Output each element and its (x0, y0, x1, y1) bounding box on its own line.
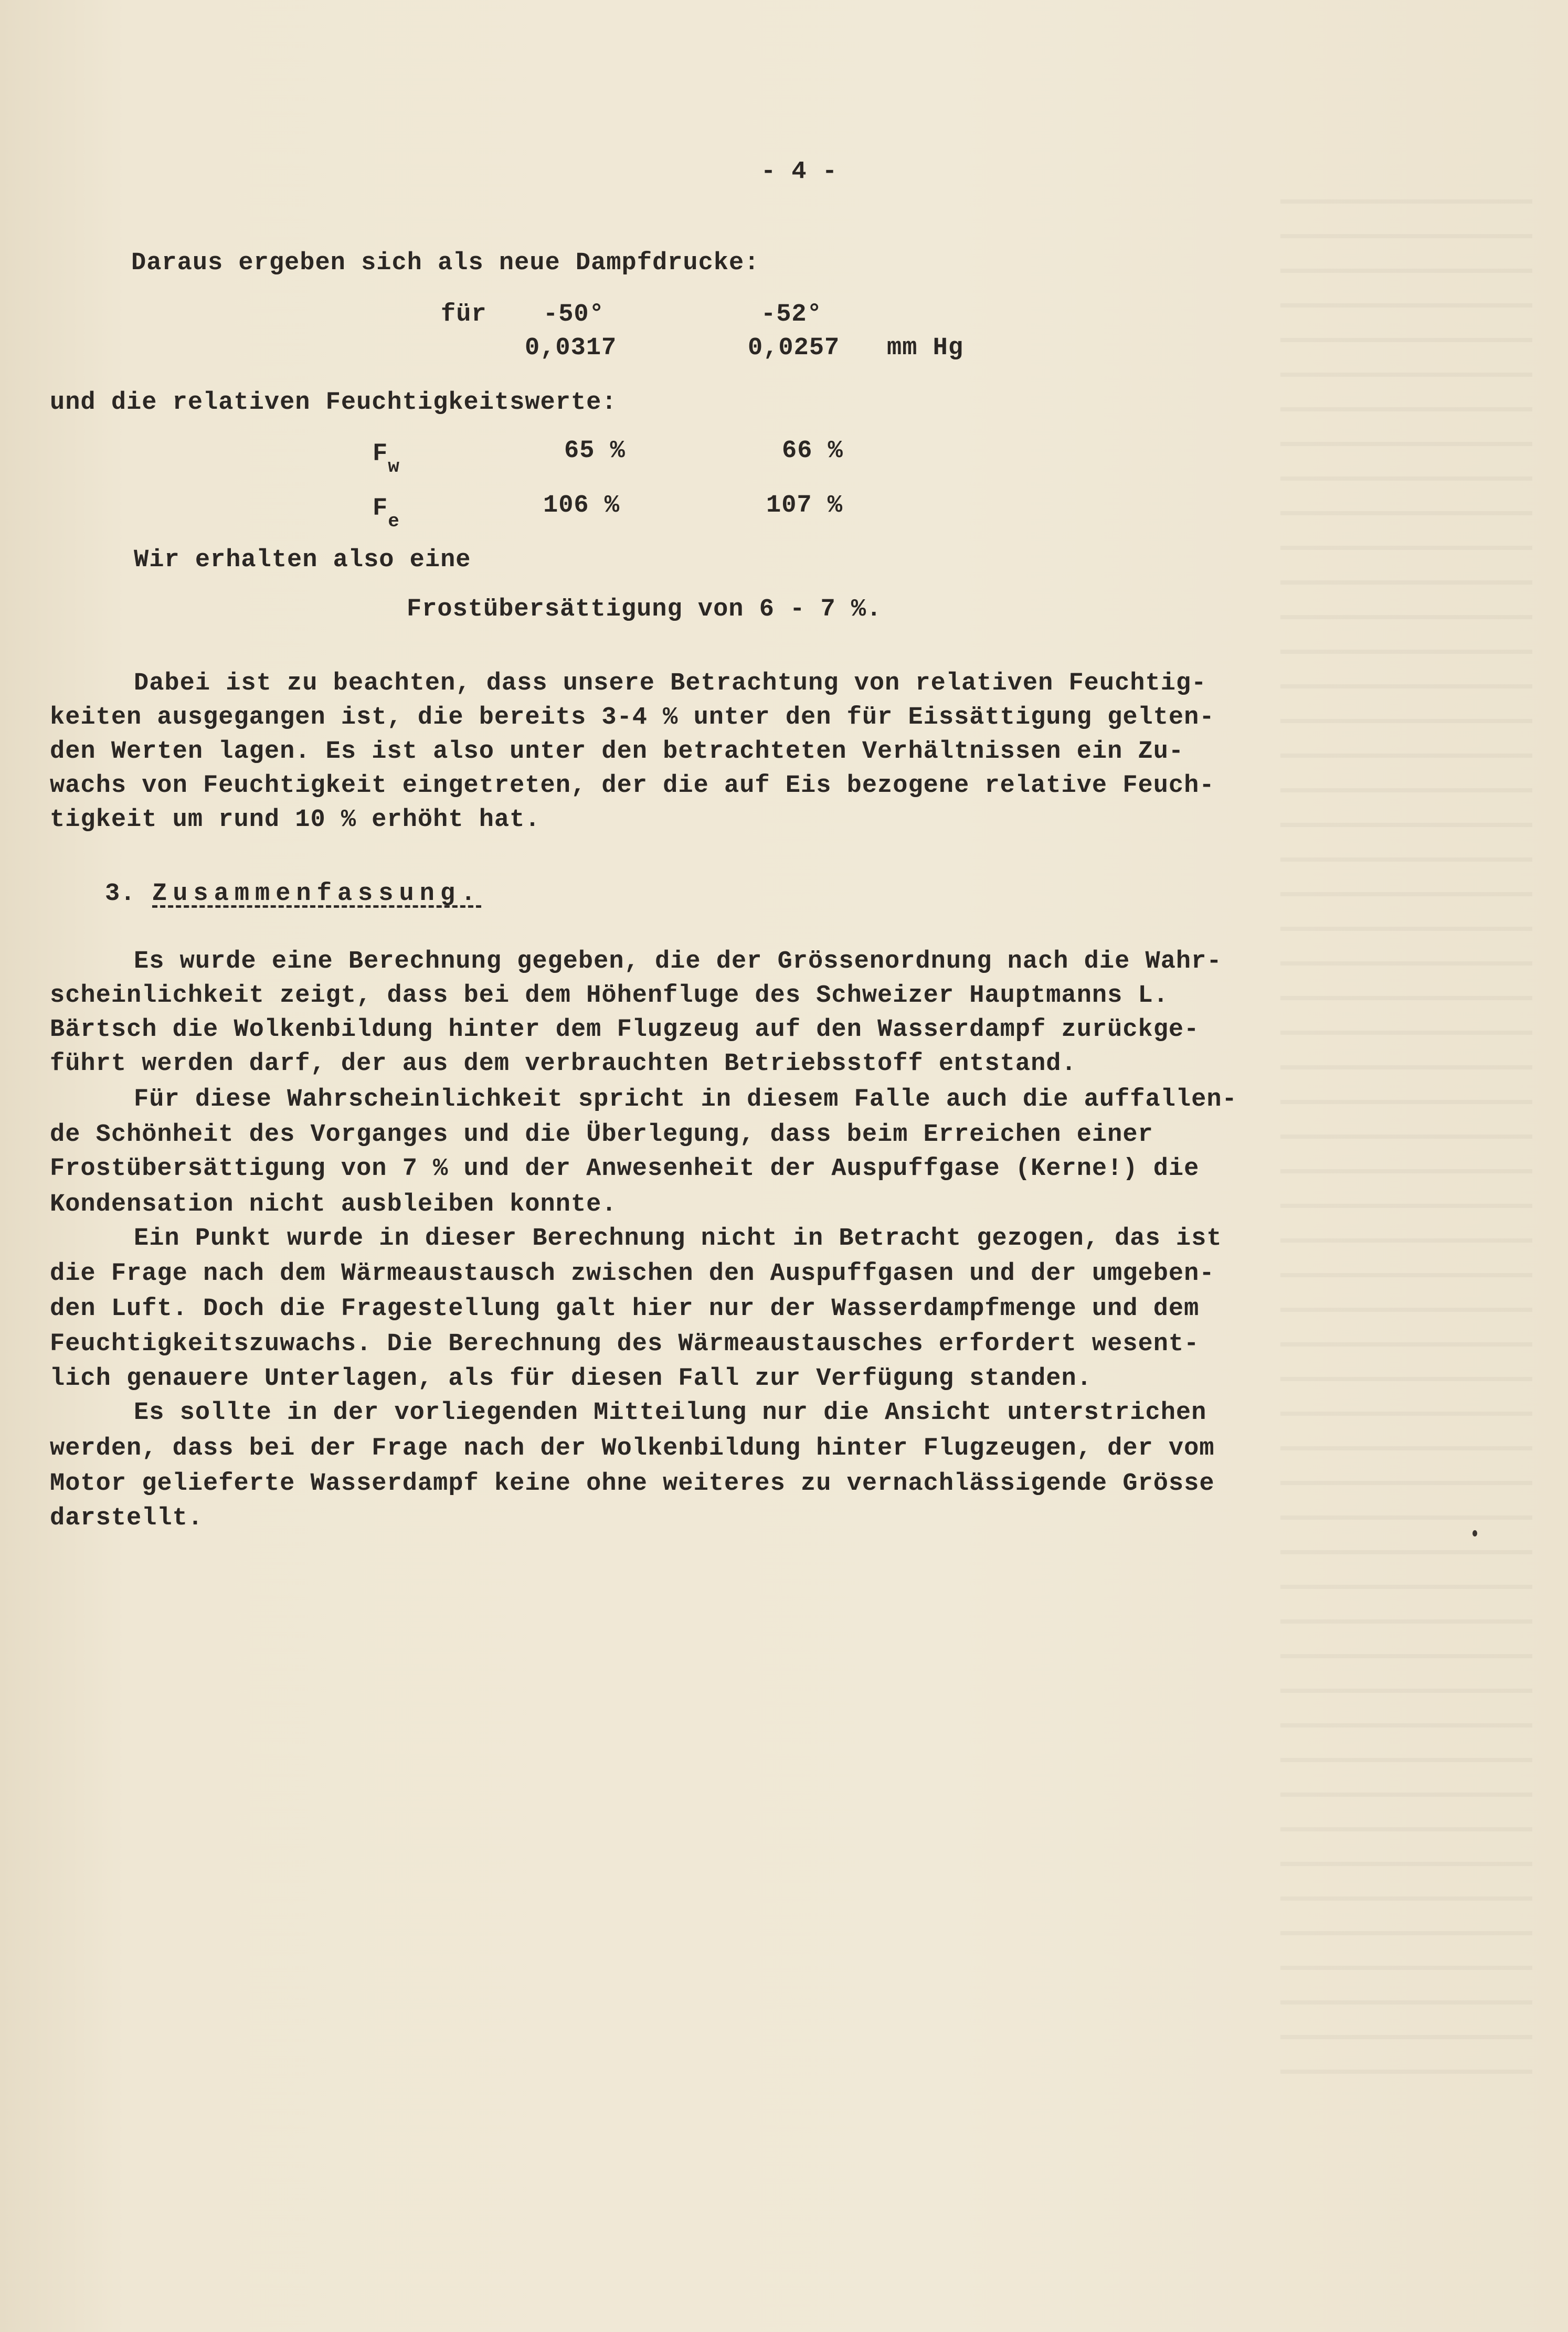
text-line: de Schönheit des Vorganges und die Überlegung, dass beim Erreichen einer (50, 1121, 1153, 1149)
text-line: Es wurde eine Berechnung gegeben, die der Grössenordnung nach die Wahr- (134, 948, 1222, 976)
text-line: Es sollte in der vorliegenden Mitteilung nur die Ansicht unterstrichen (134, 1399, 1207, 1427)
text-line: werden, dass bei der Frage nach der Wolkenbildung hinter Flugzeugen, der vom (50, 1435, 1215, 1462)
text-line: Kondensation nicht ausbleiben konnte. (50, 1191, 617, 1218)
text-line: tigkeit um rund 10 % erhöht hat. (50, 806, 541, 834)
text-line: darstellt. (50, 1504, 204, 1532)
text-line: den Luft. Doch die Fragestellung galt hier nur der Wasserdampfmenge und dem (50, 1295, 1200, 1323)
humidity-value1: 65 % (564, 437, 626, 465)
page-number: - 4 - (761, 158, 838, 186)
ink-spot (1472, 1530, 1477, 1536)
pressure-value2: 0,0257 (748, 334, 840, 362)
pressure-temp1: -50° (543, 301, 605, 328)
humidity-symbol: $F_w$ (373, 440, 400, 478)
text-line: Bärtsch die Wolkenbildung hinter dem Flugzeug auf den Wasserdampf zurückge- (50, 1016, 1200, 1044)
text-line: scheinlichkeit zeigt, dass bei dem Höhenfluge des Schweizer Hauptmanns L. (50, 982, 1169, 1010)
pressure-temp2: -52° (761, 301, 822, 328)
text-line: Feuchtigkeitszuwachs. Die Berechnung des Wärmeaustausches erfordert wesent- (50, 1330, 1200, 1358)
humidity-intro: und die relativen Feuchtigkeitswerte: (50, 389, 617, 417)
pressure-prefix: für (441, 301, 487, 328)
text-line: Frostübersättigung von 7 % und der Anwesenheit der Auspuffgase (Kerne!) die (50, 1155, 1200, 1183)
text-line: keiten ausgegangen ist, die bereits 3-4 % unter den für Eissättigung gelten- (50, 704, 1215, 732)
text-line: Ein Punkt wurde in dieser Berechnung nicht in Betracht gezogen, das ist (134, 1225, 1222, 1253)
show-through-text (1280, 199, 1532, 2089)
humidity-value2: 66 % (782, 437, 843, 465)
text-line: lich genauere Unterlagen, als für diesen Fall zur Verfügung standen. (50, 1365, 1092, 1393)
humidity-value2: 107 % (766, 492, 843, 520)
humidity-symbol: $F_e$ (373, 495, 400, 532)
text-line: Motor gelieferte Wasserdampf keine ohne weiteres zu vernachlässigende Grösse (50, 1470, 1215, 1498)
result-intro: Wir erhalten also eine (134, 546, 471, 574)
text-line: Für diese Wahrscheinlichkeit spricht in diesem Falle auch die auffallen- (134, 1086, 1237, 1114)
section-heading: Zusammenfassung. (152, 880, 482, 908)
result-statement: Frostübersättigung von 6 - 7 %. (407, 596, 882, 623)
humidity-value1: 106 % (543, 492, 620, 520)
text-line: führt werden darf, der aus dem verbrauchten Betriebsstoff entstand. (50, 1050, 1077, 1078)
text-line: Dabei ist zu beachten, dass unsere Betrachtung von relativen Feuchtig- (134, 670, 1207, 697)
text-line: den Werten lagen. Es ist also unter den betrachteten Verhältnissen ein Zu- (50, 738, 1184, 766)
pressure-unit: mm Hg (887, 334, 964, 362)
intro-line: Daraus ergeben sich als neue Dampfdrucke: (131, 249, 760, 277)
text-line: die Frage nach dem Wärmeaustausch zwischen den Auspuffgasen und der umgeben- (50, 1260, 1215, 1288)
text-line: wachs von Feuchtigkeit eingetreten, der die auf Eis bezogene relative Feuch- (50, 772, 1215, 800)
section-number: 3. (105, 880, 136, 908)
pressure-value1: 0,0317 (525, 334, 617, 362)
